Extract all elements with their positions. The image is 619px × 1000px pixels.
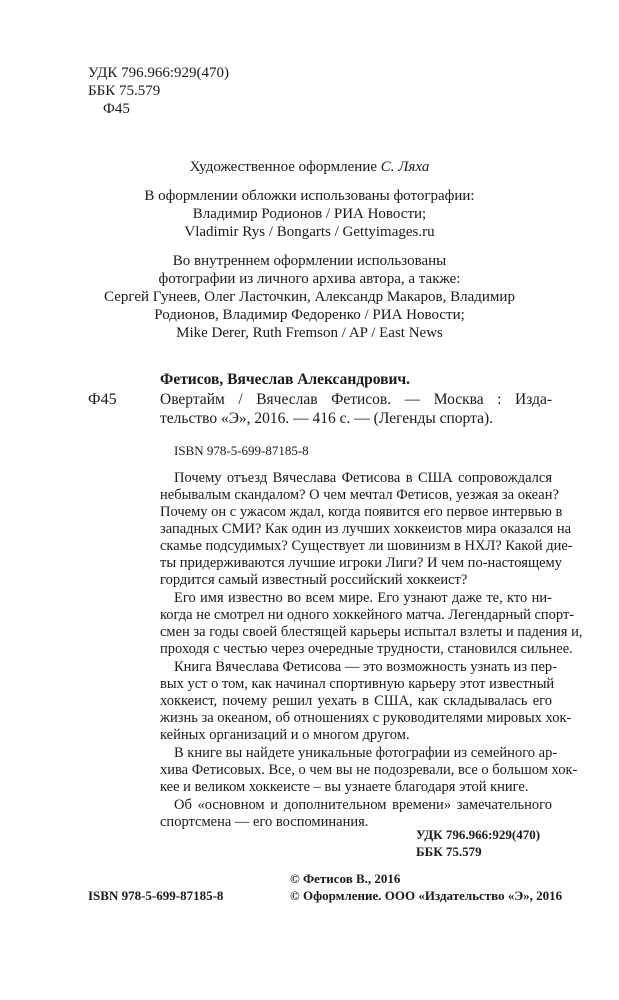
annotation-line: хоккеист, почему решил уехать в США, как складывалась его [160,693,552,709]
annotation-line: когда не смотрел ни одного хоккейного матча. Легендарный спорт- [160,607,575,623]
annotation-line: хива Фетисовых. Все, о чем вы не подозревали, все о большом хок- [160,762,578,778]
annotation-line: ты придерживаются лучшие игроки Лиги? И чем по-настоящему [160,555,562,571]
annotation-line: западных СМИ? Как один из лучших хоккеистов мира оказался на [160,521,572,537]
cover-photos-line: Vladimir Rys / Bongarts / Gettyimages.ru [184,224,435,240]
udk-code-bottom: УДК 796.966:929(470) [416,827,541,842]
copyright-author: © Фетисов В., 2016 [290,871,401,886]
biblio-index: Ф45 [88,391,117,408]
annotation-line: жизнь за океаном, об отношениях с руководителями мировых хок- [160,710,572,726]
cover-photos-line: Владимир Родионов / РИА Новости; [192,206,427,222]
udk-code: УДК 796.966:929(470) [88,65,229,81]
bbk-code-bottom: ББК 75.579 [416,844,482,859]
annotation-line: гордится самый известный российский хоккеист? [160,572,468,588]
annotation-line: смен за годы своей блестящей карьеры испытал взлеты и падения и, [160,624,583,640]
inner-photos-line: Родионов, Владимир Федоренко / РИА Новости; [154,307,465,323]
annotation-line: небывалым скандалом? О чем мечтал Фетисов, уезжая за океан? [160,487,559,503]
inner-photos-line: Во внутреннем оформлении использованы [172,253,447,269]
biblio-description-line: Овертайм / Вячеслав Фетисов. — Москва : Изда- [160,391,552,408]
annotation-line: проходя с честью через очередные трудности, становился сильнее. [160,641,573,657]
cover-photos-line: В оформлении обложки использованы фотографии: [144,188,475,204]
annotation-line: Книга Вячеслава Фетисова — это возможность узнать из пер- [174,659,557,675]
annotation-line: спортсмена — его воспоминания. [160,814,369,830]
inner-photos-line: фотографии из личного архива автора, а также: [158,271,461,287]
design-credit-prefix: Художественное оформление [189,159,381,175]
annotation-line: Почему отъезд Вячеслава Фетисова в США сопровождался [174,470,552,486]
biblio-isbn: ISBN 978-5-699-87185-8 [174,443,309,458]
footer-isbn: ISBN 978-5-699-87185-8 [88,888,224,903]
biblio-author: Фетисов, Вячеслав Александрович. [160,371,411,388]
annotation-line: кейных организаций и о многом другом. [160,727,410,743]
inner-photos-line: Mike Derer, Ruth Fremson / AP / East News [176,325,443,341]
annotation-line: В книге вы найдете уникальные фотографии из семейного ар- [174,745,558,761]
bbk-code: ББК 75.579 [88,83,161,99]
annotation-line: вых уст о том, как начинал спортивную карьеру этот известный [160,676,555,692]
annotation-line: Его имя известно во всем мире. Его узнают даже те, кто ни- [174,590,552,606]
annotation-line: Почему он с ужасом ждал, когда появится его первое интервью в [160,504,563,520]
annotation-line: Об «основном и дополнительном времени» замечательного [174,797,552,813]
design-credit [0,158,619,176]
biblio-description-line: тельство «Э», 2016. — 416 с. — (Легенды спорта). [160,410,493,427]
inner-photos-line: Сергей Гунеев, Олег Ласточкин, Александр Макаров, Владимир [104,289,515,305]
design-credit-name: С. Ляха [380,159,430,175]
author-mark: Ф45 [103,101,130,117]
annotation-line: скамье подсудимых? Существует ли шовинизм в НХЛ? Какой дие- [160,538,573,554]
copyright-design: © Оформление. ООО «Издательство «Э», 2016 [290,888,563,903]
annotation-line: кее и великом хоккеисте – вы узнаете благодаря этой книге. [160,779,529,795]
